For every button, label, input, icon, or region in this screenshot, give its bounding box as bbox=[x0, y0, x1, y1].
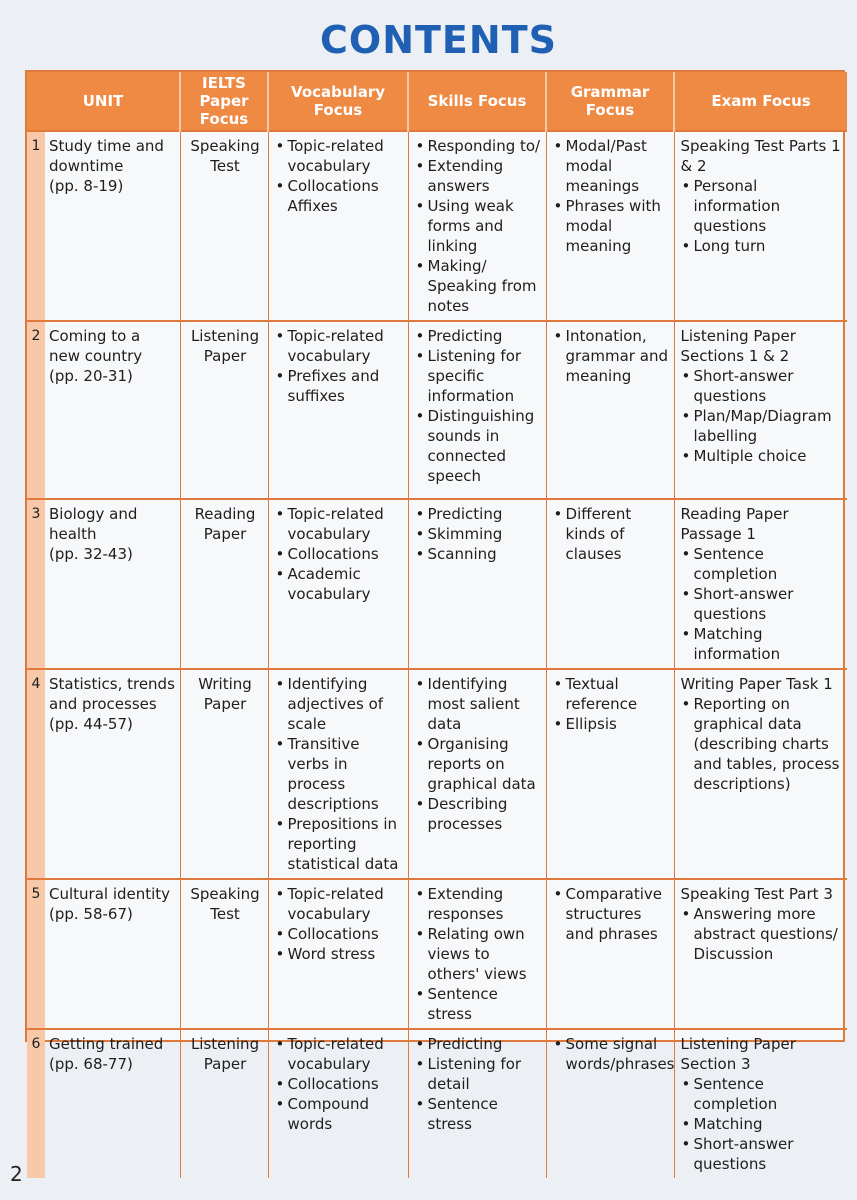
vocabulary-list bbox=[275, 884, 404, 964]
exam-heading: Reading Paper Passage 1 bbox=[680, 505, 789, 543]
skills-item: • Listening for specific information bbox=[415, 346, 542, 406]
exam-item: • Sentence completion bbox=[681, 1074, 844, 1114]
skills-item: • Distinguishing sounds in connected speech bbox=[415, 406, 542, 486]
skills-list bbox=[415, 884, 542, 1024]
vocabulary-item: • Topic-related vocabulary bbox=[275, 504, 404, 544]
exam-heading: Listening Paper Section 3 bbox=[680, 1035, 796, 1073]
exam-focus-cell bbox=[674, 321, 847, 499]
unit-cell bbox=[45, 131, 180, 321]
grammar-item: • Modal/Past modal meanings bbox=[553, 136, 670, 196]
header-paper: IELTS Paper Focus bbox=[180, 72, 268, 131]
header-unit: UNIT bbox=[27, 72, 180, 131]
vocabulary-item: • Topic-related vocabulary bbox=[275, 1034, 404, 1074]
grammar-item: • Some signal words/phrases bbox=[553, 1034, 670, 1074]
exam-heading: Speaking Test Part 3 bbox=[680, 885, 833, 903]
exam-item: • Plan/Map/Diagram labelling bbox=[681, 406, 844, 446]
paper-focus-cell: Writing Paper bbox=[180, 669, 268, 879]
skills-focus-cell bbox=[408, 321, 546, 499]
skills-item: • Sentence stress bbox=[415, 984, 542, 1024]
unit-pages: (pp. 68-77) bbox=[49, 1055, 133, 1073]
vocabulary-focus-cell bbox=[268, 879, 408, 1029]
vocabulary-focus-cell bbox=[268, 499, 408, 669]
exam-item: • Answering more abstract questions/ Discussion bbox=[681, 904, 844, 964]
grammar-list bbox=[553, 136, 670, 256]
grammar-list bbox=[553, 884, 670, 944]
vocabulary-item: • Prefixes and suffixes bbox=[275, 366, 404, 406]
paper-focus-cell: Speaking Test bbox=[180, 879, 268, 1029]
exam-list bbox=[681, 1074, 844, 1174]
unit-number: 6 bbox=[27, 1029, 45, 1178]
grammar-focus-cell bbox=[546, 321, 674, 499]
vocabulary-list bbox=[275, 326, 404, 406]
grammar-list bbox=[553, 504, 670, 564]
unit-title: Getting trained bbox=[49, 1035, 164, 1053]
vocabulary-item: • Collocations bbox=[275, 1074, 404, 1094]
skills-list bbox=[415, 326, 542, 486]
exam-list bbox=[681, 694, 844, 794]
skills-item: • Responding to/ bbox=[415, 136, 542, 156]
table-row bbox=[27, 499, 847, 669]
grammar-item: • Different kinds of clauses bbox=[553, 504, 670, 564]
skills-item: • Listening for detail bbox=[415, 1054, 542, 1094]
exam-list bbox=[681, 544, 844, 664]
unit-number: 4 bbox=[27, 669, 45, 879]
grammar-focus-cell bbox=[546, 131, 674, 321]
header-grammar: Grammar Focus bbox=[546, 72, 674, 131]
skills-list bbox=[415, 136, 542, 316]
skills-item: • Making/ Speaking from notes bbox=[415, 256, 542, 316]
skills-focus-cell bbox=[408, 669, 546, 879]
paper-focus-cell: Speaking Test bbox=[180, 131, 268, 321]
skills-item: • Organising reports on graphical data bbox=[415, 734, 542, 794]
skills-focus-cell bbox=[408, 1029, 546, 1178]
vocabulary-focus-cell bbox=[268, 1029, 408, 1178]
unit-cell bbox=[45, 499, 180, 669]
unit-pages: (pp. 8-19) bbox=[49, 177, 124, 195]
table-row bbox=[27, 321, 847, 499]
exam-list bbox=[681, 366, 844, 466]
vocabulary-item: • Identifying adjectives of scale bbox=[275, 674, 404, 734]
exam-item: • Long turn bbox=[681, 236, 844, 256]
grammar-item: • Comparative structures and phrases bbox=[553, 884, 670, 944]
vocabulary-focus-cell bbox=[268, 669, 408, 879]
unit-title: Coming to a new country bbox=[49, 327, 143, 365]
grammar-focus-cell bbox=[546, 879, 674, 1029]
vocabulary-item: • Topic-related vocabulary bbox=[275, 136, 404, 176]
skills-item: • Relating own views to others' views bbox=[415, 924, 542, 984]
unit-pages: (pp. 20-31) bbox=[49, 367, 133, 385]
table-row bbox=[27, 131, 847, 321]
unit-number: 2 bbox=[27, 321, 45, 499]
grammar-list bbox=[553, 326, 670, 386]
exam-focus-cell bbox=[674, 499, 847, 669]
exam-heading: Listening Paper Sections 1 & 2 bbox=[680, 327, 796, 365]
unit-number: 5 bbox=[27, 879, 45, 1029]
grammar-focus-cell bbox=[546, 499, 674, 669]
grammar-list bbox=[553, 1034, 675, 1074]
vocabulary-list bbox=[275, 1034, 404, 1134]
exam-item: • Reporting on graphical data (describing charts and tables, process descriptions) bbox=[681, 694, 844, 794]
exam-item: • Personal information questions bbox=[681, 176, 844, 236]
vocabulary-item: • Collocations bbox=[275, 544, 404, 564]
grammar-item: • Ellipsis bbox=[553, 714, 670, 734]
skills-item: • Using weak forms and linking bbox=[415, 196, 542, 256]
unit-pages: (pp. 44-57) bbox=[49, 715, 133, 733]
skills-item: • Predicting bbox=[415, 326, 542, 346]
vocabulary-focus-cell bbox=[268, 321, 408, 499]
exam-focus-cell bbox=[674, 131, 847, 321]
paper-focus-cell: Listening Paper bbox=[180, 321, 268, 499]
exam-item: • Short-answer questions bbox=[681, 1134, 844, 1174]
exam-item: • Matching bbox=[681, 1114, 844, 1134]
skills-focus-cell bbox=[408, 131, 546, 321]
skills-focus-cell bbox=[408, 879, 546, 1029]
vocabulary-item: • Topic-related vocabulary bbox=[275, 884, 404, 924]
skills-item: • Skimming bbox=[415, 524, 542, 544]
vocabulary-item: • Topic-related vocabulary bbox=[275, 326, 404, 366]
unit-title: Statistics, trends and processes bbox=[49, 675, 175, 713]
grammar-focus-cell bbox=[546, 669, 674, 879]
skills-item: • Extending answers bbox=[415, 156, 542, 196]
exam-item: • Multiple choice bbox=[681, 446, 844, 466]
page-number: 2 bbox=[10, 1162, 23, 1186]
exam-item: • Matching information bbox=[681, 624, 844, 664]
table-row bbox=[27, 1029, 847, 1178]
vocabulary-focus-cell bbox=[268, 131, 408, 321]
paper-focus-cell: Reading Paper bbox=[180, 499, 268, 669]
grammar-item: • Textual reference bbox=[553, 674, 670, 714]
skills-item: • Scanning bbox=[415, 544, 542, 564]
unit-cell bbox=[45, 669, 180, 879]
skills-item: • Predicting bbox=[415, 1034, 542, 1054]
skills-item: • Sentence stress bbox=[415, 1094, 542, 1134]
vocabulary-item: • Academic vocabulary bbox=[275, 564, 404, 604]
exam-item: • Sentence completion bbox=[681, 544, 844, 584]
unit-title: Cultural identity bbox=[49, 885, 171, 903]
header-exam: Exam Focus bbox=[674, 72, 847, 131]
table-row bbox=[27, 879, 847, 1029]
vocabulary-list bbox=[275, 674, 404, 874]
unit-cell bbox=[45, 321, 180, 499]
exam-list bbox=[681, 176, 844, 256]
skills-list bbox=[415, 504, 542, 564]
vocabulary-item: • Word stress bbox=[275, 944, 404, 964]
vocabulary-item: • Transitive verbs in process descriptions bbox=[275, 734, 404, 814]
skills-item: • Describing processes bbox=[415, 794, 542, 834]
vocabulary-item: • Prepositions in reporting statistical data bbox=[275, 814, 404, 874]
header-row bbox=[27, 72, 847, 131]
exam-heading: Speaking Test Parts 1 & 2 bbox=[680, 137, 841, 175]
exam-focus-cell bbox=[674, 669, 847, 879]
skills-item: • Predicting bbox=[415, 504, 542, 524]
vocabulary-item: • Compound words bbox=[275, 1094, 404, 1134]
unit-number: 1 bbox=[27, 131, 45, 321]
exam-heading: Writing Paper Task 1 bbox=[680, 675, 833, 693]
exam-item: • Short-answer questions bbox=[681, 584, 844, 624]
skills-item: • Extending responses bbox=[415, 884, 542, 924]
page-title: CONTENTS bbox=[320, 18, 557, 62]
unit-title: Study time and downtime bbox=[49, 137, 164, 175]
unit-cell bbox=[45, 879, 180, 1029]
skills-focus-cell bbox=[408, 499, 546, 669]
header-vocabulary: Vocabulary Focus bbox=[268, 72, 408, 131]
skills-list bbox=[415, 1034, 542, 1134]
table-row bbox=[27, 669, 847, 879]
exam-list bbox=[681, 904, 844, 964]
contents-table bbox=[25, 70, 845, 1173]
vocabulary-item: • Collocations Affixes bbox=[275, 176, 404, 216]
vocabulary-list bbox=[275, 504, 404, 604]
skills-list bbox=[415, 674, 542, 834]
grammar-focus-cell bbox=[546, 1029, 674, 1178]
unit-number: 3 bbox=[27, 499, 45, 669]
unit-pages: (pp. 58-67) bbox=[49, 905, 133, 923]
exam-focus-cell bbox=[674, 879, 847, 1029]
grammar-list bbox=[553, 674, 670, 734]
grammar-item: • Phrases with modal meaning bbox=[553, 196, 670, 256]
paper-focus-cell: Listening Paper bbox=[180, 1029, 268, 1178]
grammar-item: • Intonation, grammar and meaning bbox=[553, 326, 670, 386]
unit-title: Biology and health bbox=[49, 505, 138, 543]
header-skills: Skills Focus bbox=[408, 72, 546, 131]
vocabulary-list bbox=[275, 136, 404, 216]
vocabulary-item: • Collocations bbox=[275, 924, 404, 944]
exam-item: • Short-answer questions bbox=[681, 366, 844, 406]
unit-pages: (pp. 32-43) bbox=[49, 545, 133, 563]
unit-cell bbox=[45, 1029, 180, 1178]
exam-focus-cell bbox=[674, 1029, 847, 1178]
skills-item: • Identifying most salient data bbox=[415, 674, 542, 734]
